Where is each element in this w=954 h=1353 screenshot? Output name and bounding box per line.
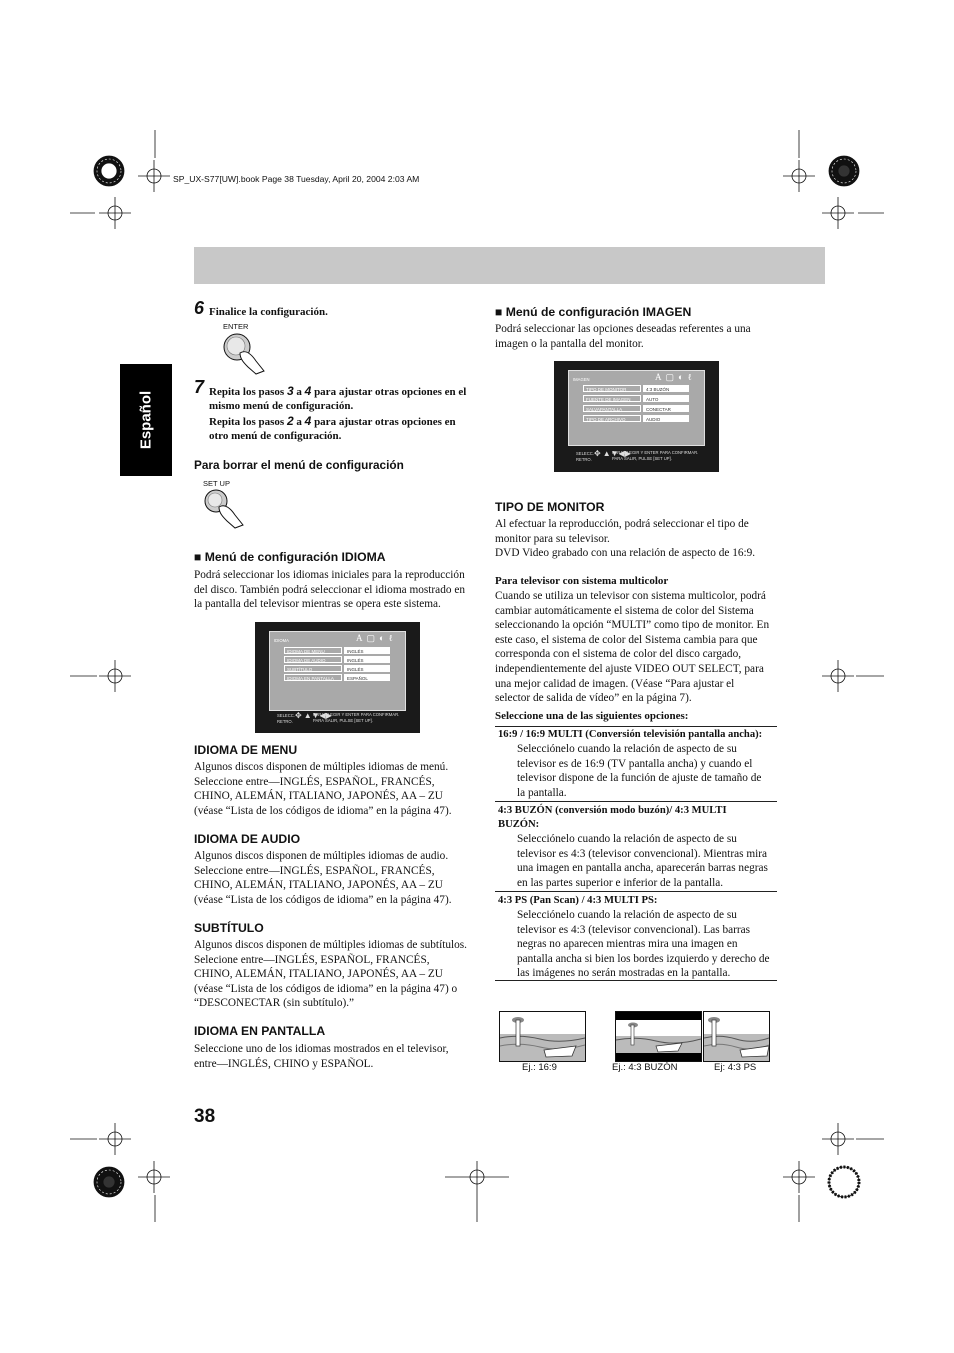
menu-tab-icons: A▢◐ℓ (655, 372, 696, 382)
idioma-pantalla-heading: IDIOMA EN PANTALLA (194, 1024, 326, 1038)
setup-button-label: SET UP (203, 479, 230, 488)
menu-tab-icons: A▢◐ℓ (356, 633, 397, 643)
idioma-menu-text: Algunos discos disponen de múltiples idiomas de menú. Seleccione entre—INGLÉS, ESPAÑOL, FRANCÉS, CHINO, ALEMÁN, ITALIANO, JAPONÉS, AA – ZU (véase “Lista de los códigos de idioma” en la página 47). (194, 761, 452, 817)
header-bar (194, 247, 825, 284)
beach-scene-panscan-icon (704, 1012, 769, 1061)
option-title: 4:3 PS (Pan Scan) / 4:3 MULTI PS: (498, 895, 658, 906)
imagen-section-text: Podrá seleccionar las opciones deseadas referentes a una imagen o la pantalla del monitor. (495, 323, 751, 350)
idioma-section-text: Podrá seleccionar los idiomas iniciales para la reproducción del disco. También podrá seleccionar el idioma mostrado en la pantalla del televisor mientras se opera este sistema. (194, 569, 465, 611)
subtitulo-heading: SUBTÍTULO (194, 921, 264, 935)
options-table (495, 726, 777, 981)
option-title: 16:9 / 16:9 MULTI (Conversión televisión pantalla ancha): (498, 729, 763, 740)
idioma-menu-title: IDIOMA (274, 638, 289, 643)
imagen-menu-panel: IMAGEN A▢◐ℓ TIPO DE MONITOR 4:3 BUZÓN FUENTE DE IMAGEN AUTO SALVAPANTALLA CONECTAR TIPO DE ARCHIVO AUDIO (568, 370, 705, 446)
idioma-audio-heading: IDIOMA DE AUDIO (194, 832, 301, 846)
step-7-number: 7 (194, 377, 205, 397)
subtitulo-text: Algunos discos disponen de múltiples idiomas de subtítulos. Selecione entre—INGLÉS, ESPAÑOL, FRANCÉS, CHINO, ALEMÁN, ITALIANO, JAPONÉS, AA – ZU (véase “Lista de los códigos de idioma” en la página 47) o “DESCONECTAR (sin subtítulo).” (194, 939, 468, 1010)
options-intro: Seleccione una de las siguientes opciones: (495, 710, 689, 722)
option-desc: Selecciónelo cuando la relación de aspecto de su televisor es de 16:9 (TV pantalla ancha) y cuando el televisor dispone de la función de ajuste de tamaño de la pantalla. (517, 743, 762, 799)
option-desc: Selecciónelo cuando la relación de aspecto de su televisor es 4:3 (televisor convencional). Mientras mira una imagen en pantalla ancha, aparecerán barras negras en las partes superior e inferior de la pantalla. (517, 833, 768, 889)
multicolor-heading: Para televisor con sistema multicolor (495, 575, 669, 587)
option-row-buzon (495, 802, 777, 892)
side-tab-label: Español (137, 390, 155, 450)
step-7-text: Repita los pasos 3 a 4 para ajustar otras opciones en el mismo menú de configuración. Repita los pasos 2 a 4 para ajustar otras opciones en otro menú de configuración. (209, 384, 467, 443)
beach-scene-icon (500, 1012, 585, 1061)
idioma-menu-panel: IDIOMA A▢◐ℓ IDIOMA DE MENU INGLÉS IDIOMA DE AUDIO INGLÉS SUBTÍTULO INGLÉS IDIOMA EN PANTALLA ESPAÑOL (269, 631, 406, 711)
step-6-text: Finalice la configuración. (209, 306, 328, 318)
imagen-section-heading: ■ Menú de configuración IMAGEN (495, 305, 692, 319)
option-row-ps (495, 892, 777, 981)
idioma-pantalla-text: Seleccione uno de los idiomas mostrados en el televisor, entre—INGLÉS, CHINO y ESPAÑOL. (194, 1043, 449, 1070)
option-title: 4:3 BUZÓN (conversión modo buzón)/ 4:3 MULTI BUZÓN: (498, 805, 727, 830)
erase-menu-heading: Para borrar el menú de configuración (194, 458, 404, 472)
beach-scene-letterbox-icon (616, 1012, 701, 1061)
page-number: 38 (194, 1106, 216, 1127)
example-buzon-label: Ej.: 4:3 BUZÓN (612, 1062, 678, 1073)
option-desc: Selecciónelo cuando la relación de aspecto de su televisor es 4:3 (televisor convencional). Las barras negras no aparecen mientras mira una imagen en pantalla ancha si bien los bordes izquierdo y derecho de las imágenes no serán mostradas en la pantalla. (517, 909, 770, 980)
arrow-keys-icon: ✥ ▲▼◀▶ (594, 449, 631, 458)
imagen-menu-title: IMAGEN (573, 377, 590, 382)
idioma-section-heading: ■ Menú de configuración IDIOMA (194, 550, 386, 564)
example-ps-image (703, 1011, 770, 1062)
idioma-footer-left: SELECC. RETRO. (277, 713, 295, 724)
idioma-audio-text: Algunos discos disponen de múltiples idiomas de audio. Seleccione entre—INGLÉS, ESPAÑOL, FRANCÉS, CHINO, ALEMÁN, ITALIANO, JAPONÉS, AA – ZU (véase “Lista de los códigos de idioma” en la página 47). (194, 850, 452, 906)
idioma-menu-screen (255, 622, 420, 733)
imagen-footer-right: PARA ELEGIR Y ENTER PARA CONFIRMAR. PARA SALIR, PULSE [SET UP]. (612, 450, 699, 461)
tipo-monitor-heading: TIPO DE MONITOR (495, 500, 605, 514)
example-169-image (499, 1011, 586, 1062)
imagen-footer-left: SELECC. RETRO. (576, 451, 594, 462)
language-side-tab (120, 364, 172, 476)
enter-button-label: ENTER (223, 322, 249, 331)
multicolor-text: Cuando se utiliza un televisor con sistema multicolor, podrá cambiar automáticamente el sistema de color del Sistema seleccionando la opción “MULTI” como tipo de monitor. En este caso, el sistema de color del Sistema cambia para que corresponda con el sistema de color del disco cargado, independientemente del ajuste VIDEO OUT SELECT, para una mejor calidad de imagen. (Véase “Para ajustar el selector de salida de vídeo” en la página 7). (495, 590, 770, 705)
example-buzon-image (615, 1011, 702, 1062)
imagen-menu-screen (554, 361, 719, 472)
arrow-keys-icon: ✥ ▲▼◀▶ (295, 711, 332, 720)
example-ps-label: Ej: 4:3 PS (714, 1062, 757, 1073)
option-row-169 (495, 727, 777, 802)
setup-button-icon (201, 488, 251, 532)
file-header: SP_UX-S77[UW].book Page 38 Tuesday, April 20, 2004 2:03 AM (173, 174, 420, 184)
enter-button-icon (218, 331, 268, 375)
step-6-number: 6 (194, 298, 205, 318)
idioma-menu-heading: IDIOMA DE MENU (194, 743, 298, 757)
example-169-label: Ej.: 16:9 (522, 1062, 557, 1073)
idioma-footer-right: PARA ELEGIR Y ENTER PARA CONFIRMAR. PARA SALIR, PULSE [SET UP]. (313, 712, 400, 723)
tipo-monitor-text: Al efectuar la reproducción, podrá seleccionar el tipo de monitor para su televisor. DVD Video grabado con una relación de aspecto de 16:9. (495, 518, 756, 560)
